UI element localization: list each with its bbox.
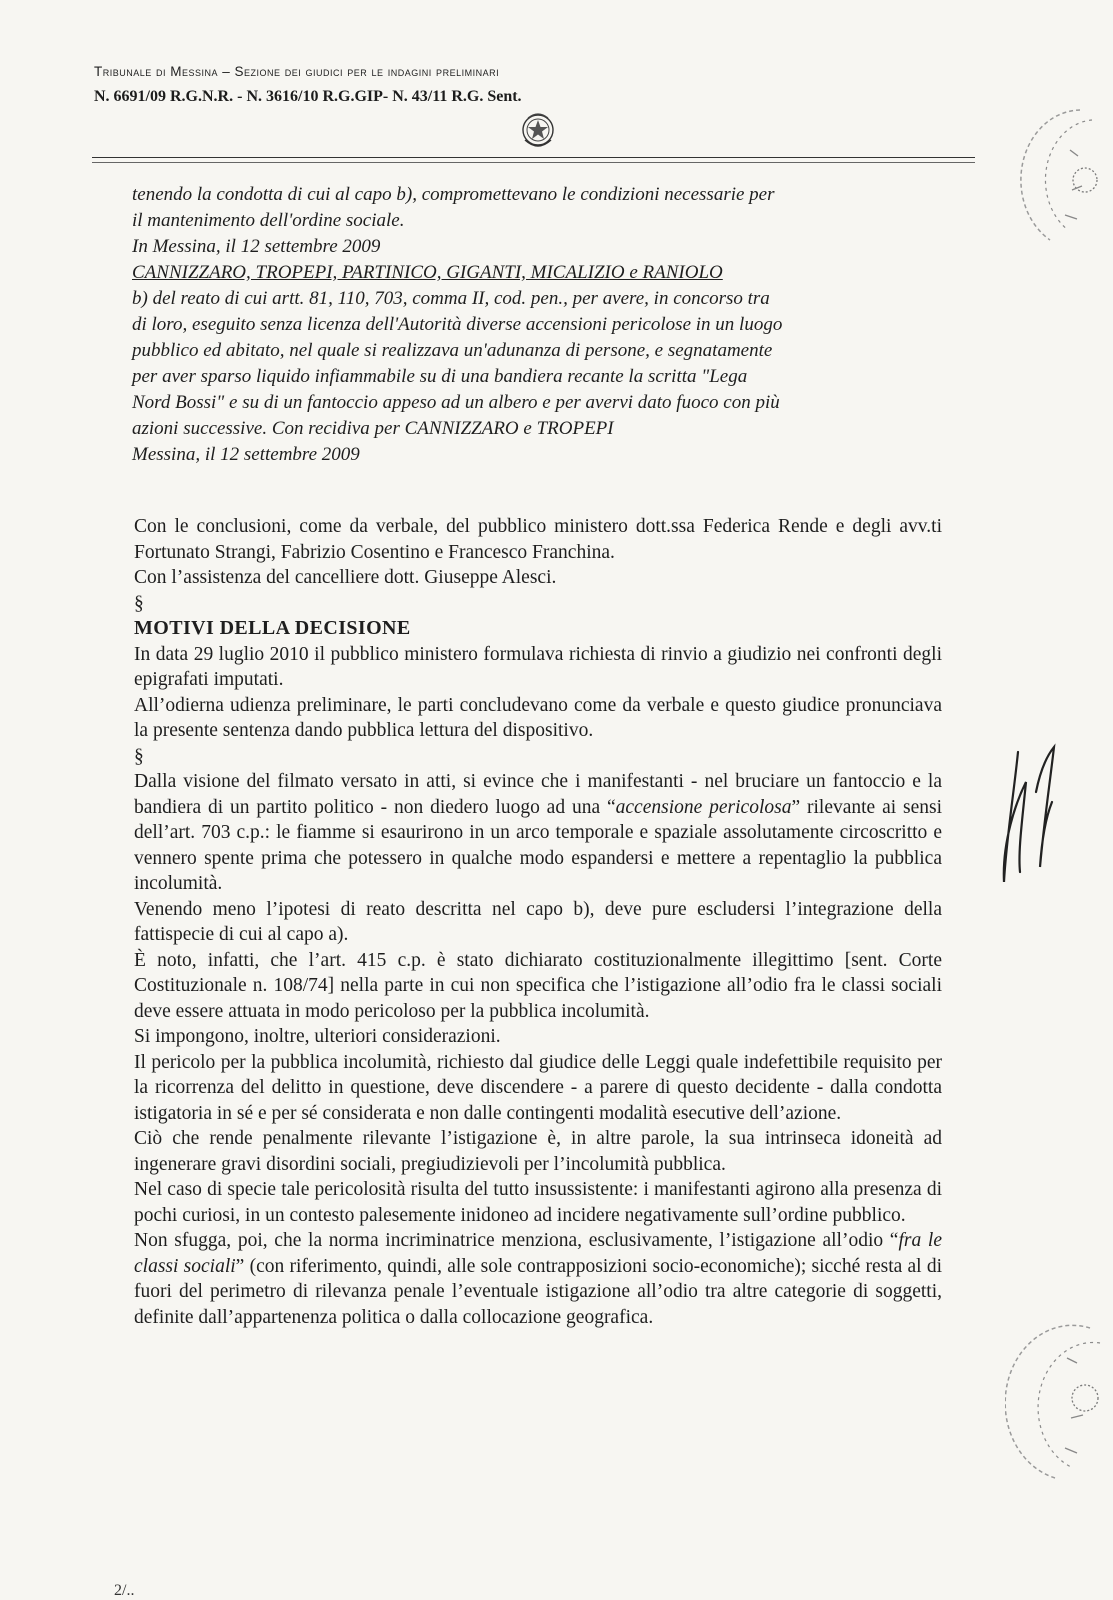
- body-paragraph: All’odierna udienza preliminare, le parti concludevano come da verbale e questo giudice pronunciava la presente sentenza dando pubblica lettura del dispositivo.: [134, 694, 942, 741]
- body-paragraph: Ciò che rende penalmente rilevante l’istigazione è, in altre parole, la sua intrinseca idoneità ad ingenerare gravi disordini sociali, pregiudizievoli per l’incolumità pubblica.: [134, 1128, 942, 1175]
- charge-b-line: di loro, eseguito senza licenza dell'Autorità diverse accensioni pericolose in un luogo: [132, 314, 783, 335]
- body-paragraph: È noto, infatti, che l’art. 415 c.p. è stato dichiarato costituzionalmente illegittimo [sent. Corte Costituzionale n. 108/74] nella parte in cui non specifica che l’istigazione all’odio fra le classi sociali deve essere attuata in modo pericoloso per la pubblica incolumità.: [134, 949, 942, 1022]
- charge-line: In Messina, il 12 settembre 2009: [132, 236, 381, 257]
- header-rule: [92, 157, 975, 158]
- case-numbers: N. 6691/09 R.G.N.R. - N. 3616/10 R.G.GIP- N. 43/11 R.G. Sent.: [94, 88, 522, 105]
- charge-b-line: pubblico ed abitato, nel quale si realizzava un'adunanza di persone, e segnatamente: [132, 340, 773, 361]
- conclusions-paragraph: Con le conclusioni, come da verbale, del pubblico ministero dott.ssa Federica Rende e degli avv.ti Fortunato Strangi, Fabrizio Cosentino e Francesco Franchina.: [134, 516, 942, 563]
- text-run: Dalla visione del filmato versato in atti, si evince che i manifestanti - nel bruciare un fantoccio e la bandiera di un partito politico - non diedero luogo ad una “: [134, 771, 942, 818]
- body-paragraph: Venendo meno l’ipotesi di reato descritta nel capo b), deve pure escludersi l’integrazione della fattispecie di cui al capo a).: [134, 898, 942, 945]
- decision-body: [134, 514, 942, 1330]
- charge-line: il mantenimento dell'ordine sociale.: [132, 210, 405, 231]
- body-paragraph: [134, 769, 942, 897]
- text-run: ” (con riferimento, quindi, alle sole contrapposizioni socio-economiche); sicché resta al di fuori del perimetro di rilevanza penale l’eventuale istigazione all’odio tra altre categorie di soggetti, definite dall’appartenenza politica o dalla collocazione geografica.: [134, 1255, 943, 1328]
- defendants-line: CANNIZZARO, TROPEPI, PARTINICO, GIGANTI, MICALIZIO e RANIOLO: [132, 262, 723, 283]
- body-paragraph: [134, 1228, 942, 1330]
- charge-b-line: Messina, il 12 settembre 2009: [132, 444, 360, 465]
- body-paragraph: Si impongono, inoltre, ulteriori considerazioni.: [134, 1026, 501, 1047]
- italic-term: accensione pericolosa: [615, 796, 792, 818]
- clerk-paragraph: Con l’assistenza del cancelliere dott. Giuseppe Alesci.: [134, 567, 557, 588]
- section-sign: §: [134, 592, 144, 614]
- court-stamp-icon: [1010, 100, 1105, 260]
- section-title: MOTIVI DELLA DECISIONE: [134, 617, 411, 639]
- header-rule-thin: [92, 162, 975, 163]
- italian-republic-emblem-icon: [520, 110, 556, 152]
- court-header: Tribunale di Messina – Sezione dei giudici per le indagini preliminari: [94, 64, 500, 79]
- body-paragraph: Nel caso di specie tale pericolosità risulta del tutto insussistente: i manifestanti agirono alla presenza di pochi curiosi, in un contesto palesemente inidoneo ad incidere negativamente sull’ordine pubblico.: [134, 1179, 942, 1226]
- handwritten-signature: [996, 742, 1066, 907]
- charge-line: tenendo la condotta di cui al capo b), compromettevano le condizioni necessarie per: [132, 184, 775, 205]
- charge-b-line: azioni successive. Con recidiva per CANNIZZARO e TROPEPI: [132, 418, 614, 439]
- text-run: Non sfugga, poi, che la norma incriminatrice menziona, esclusivamente, l’istigazione all’odio “: [134, 1230, 899, 1251]
- section-sign: §: [134, 745, 144, 767]
- charges-block: [132, 182, 952, 468]
- body-paragraph: Il pericolo per la pubblica incolumità, richiesto dal giudice delle Leggi quale indefettibile requisito per la ricorrenza del delitto in questione, deve discendere - a parere di questo decidente - dalla condotta istigatoria in sé e per sé considerata e non dalle contingenti modalità esecutive dell’azione.: [134, 1051, 942, 1124]
- charge-b-line: per aver sparso liquido infiammabile su di una bandiera recante la scritta "Lega: [132, 366, 748, 387]
- text-run: ” rilevante ai sensi dell’art. 703 c.p.: le fiamme si esaurirono in un arco temporale e spaziale assolutamente circoscritto e vennero spente prima che potessero in qualche modo espandersi e mettere a repentaglio la pubblica incolumità.: [134, 796, 943, 894]
- charge-b-line: Nord Bossi" e su di un fantoccio appeso ad un albero e per avervi dato fuoco con più: [132, 392, 780, 413]
- court-stamp-icon: [1005, 1318, 1105, 1488]
- body-paragraph: In data 29 luglio 2010 il pubblico ministero formulava richiesta di rinvio a giudizio nei confronti degli epigrafati imputati.: [134, 643, 942, 690]
- charge-b-line: b) del reato di cui artt. 81, 110, 703, comma II, cod. pen., per avere, in concorso tra: [132, 288, 770, 309]
- italic-term: fra le classi sociali: [134, 1230, 942, 1277]
- page-number: 2/..: [114, 1582, 135, 1599]
